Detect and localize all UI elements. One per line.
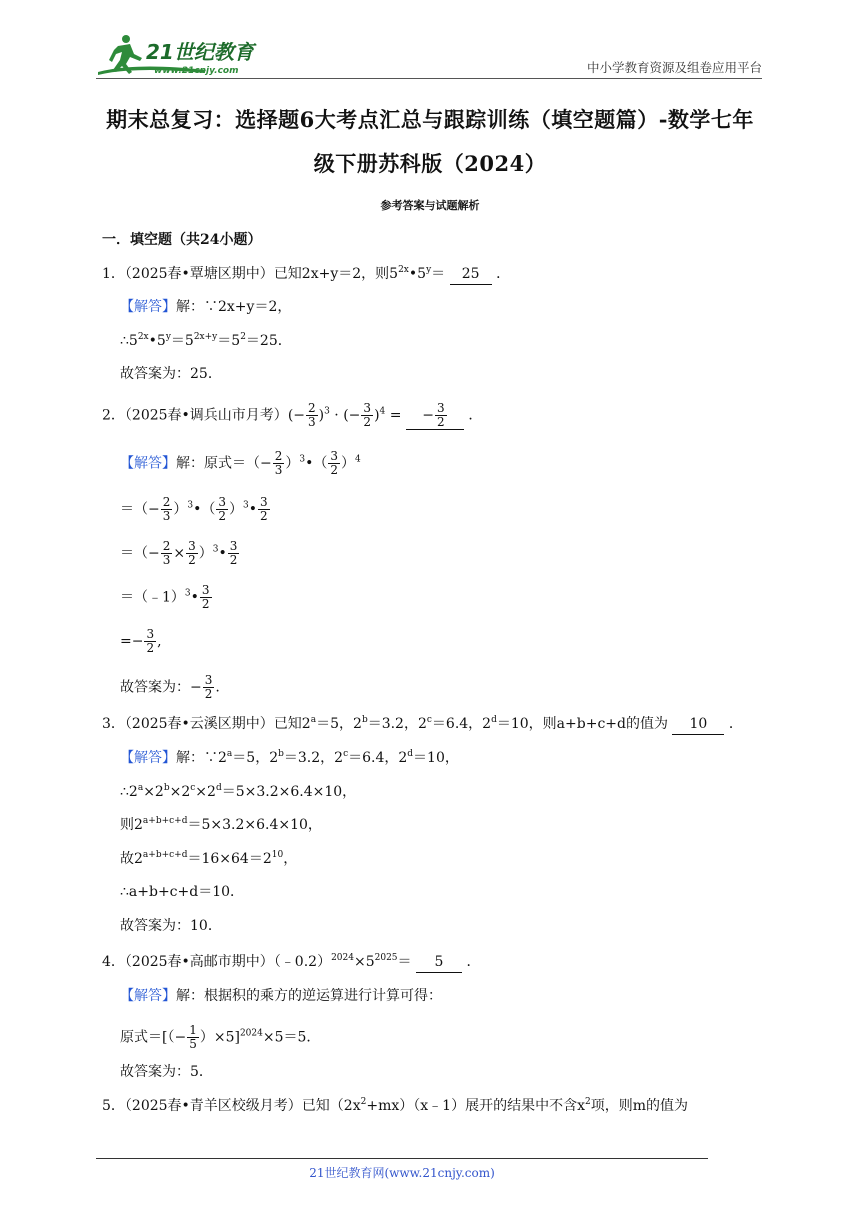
solution-3-line2: $\therefore 2^a\times 2^b\times 2^c\times 2^d=5\times 3.2\times 6.4\times 10$， — [120, 783, 357, 800]
answer-blank: − $\frac{3}{2}$ — [406, 402, 464, 430]
solution-2-line6: 故答案为：− $\frac{3}{2}$ . — [120, 673, 220, 701]
solution-1-line2: $\therefore 5^{2x}•5^y=5^{2x+y}=5^2=25$． — [120, 332, 292, 349]
solution-2-line5: =− $\frac{3}{2}$ , — [120, 627, 162, 655]
answer-blank: 5 — [416, 952, 462, 973]
footer-divider — [96, 1158, 708, 1159]
doc-title-line2: 级下册苏科版（2024） — [313, 151, 547, 176]
question-3: 3．（2025春•云溪区期中）已知$2^a=5$，$2^b=3.2$，$2^c=6.4$，$2^d=10$，则a+b+c+d的值为 10 ． — [102, 714, 743, 735]
doc-subtitle: 参考答案与试题解析 — [380, 199, 480, 212]
logo-21cnjy — [96, 32, 296, 78]
question-1: 1．（2025春•覃塘区期中）已知2x+y＝2，则$5^{2x}•5^y= 25$ ． — [102, 264, 510, 285]
solution-2-line2: ＝（− $\frac{2}{3}$ ）$^3$•（ $\frac{3}{2}$ ）$^3$• $\frac{3}{2}$ — [120, 495, 268, 523]
section-heading: 一．填空题（共24小题） — [102, 232, 262, 248]
solution-2-line4: ＝（﹣1）$^3$• $\frac{3}{2}$ — [120, 583, 210, 611]
question-5: 5．（2025春•青羊区校级月考）已知$(2x^2+mx)(x﹣1)$展开的结果中不含$x^2$项，则m的值为 — [102, 1097, 688, 1114]
solution-3-line5: ∴a+b+c+d＝10． — [120, 884, 245, 900]
doc-title-line1: 期末总复习：选择题6大考点汇总与跟踪训练（填空题篇）-数学七年 — [106, 107, 754, 132]
logo-text: 21世纪教育 — [146, 40, 254, 64]
solution-3-line3: 则$2^{a+b+c+d}=5\times 3.2\times 6.4\times 10$， — [120, 816, 322, 833]
header-divider — [96, 78, 762, 79]
page-header — [96, 28, 762, 80]
solution-2-line1: 【解答】解：原式＝（− $\frac{2}{3}$ ）$^3$•（ $\frac{3}{2}$ ）$^4$ — [120, 449, 361, 477]
footer-link[interactable]: 21世纪教育网(www.21cnjy.com) — [309, 1166, 495, 1180]
answer-blank: 10 — [672, 714, 724, 735]
answer-blank: 25 — [450, 264, 492, 285]
solution-4-line1: 【解答】解：根据积的乘方的逆运算进行计算可得： — [120, 988, 442, 1004]
solution-3-line6: 故答案为：10． — [120, 918, 222, 934]
solution-2-line3: ＝（− $\frac{2}{3}$ × $\frac{3}{2}$ ）$^3$• $\frac{3}{2}$ — [120, 539, 238, 567]
question-2: 2．（2025春•调兵山市月考）(− $\frac{2}{3}$ )$^3$ · (− $\frac{3}{2}$ )$^4$ = − $\frac{3}{2}$ ． — [102, 401, 483, 429]
solution-4-line2: 原式＝[（− $\frac{1}{5}$ ）×5]$^{2024}$×5＝5． — [120, 1023, 321, 1051]
solution-3-line1: 【解答】解：$\because 2^a=5$，$2^b=3.2$，$2^c=6.4$，$2^d=10$， — [120, 749, 459, 766]
question-4: 4．（2025春•高邮市期中）$(﹣0.2)^{2024}\times 5^{2025}= 5$ ． — [102, 952, 480, 973]
solution-4-line3: 故答案为：5． — [120, 1064, 213, 1080]
header-tagline: 中小学教育资源及组卷应用平台 — [586, 60, 762, 75]
solution-3-line4: 故$2^{a+b+c+d}=16\times 64=2^{10}$， — [120, 850, 298, 867]
solution-1-line1: 【解答】解：∵2x+y＝2， — [120, 299, 292, 315]
solution-1-line3: 故答案为：25． — [120, 366, 222, 382]
logo-url: www.21cnjy.com — [154, 66, 239, 76]
